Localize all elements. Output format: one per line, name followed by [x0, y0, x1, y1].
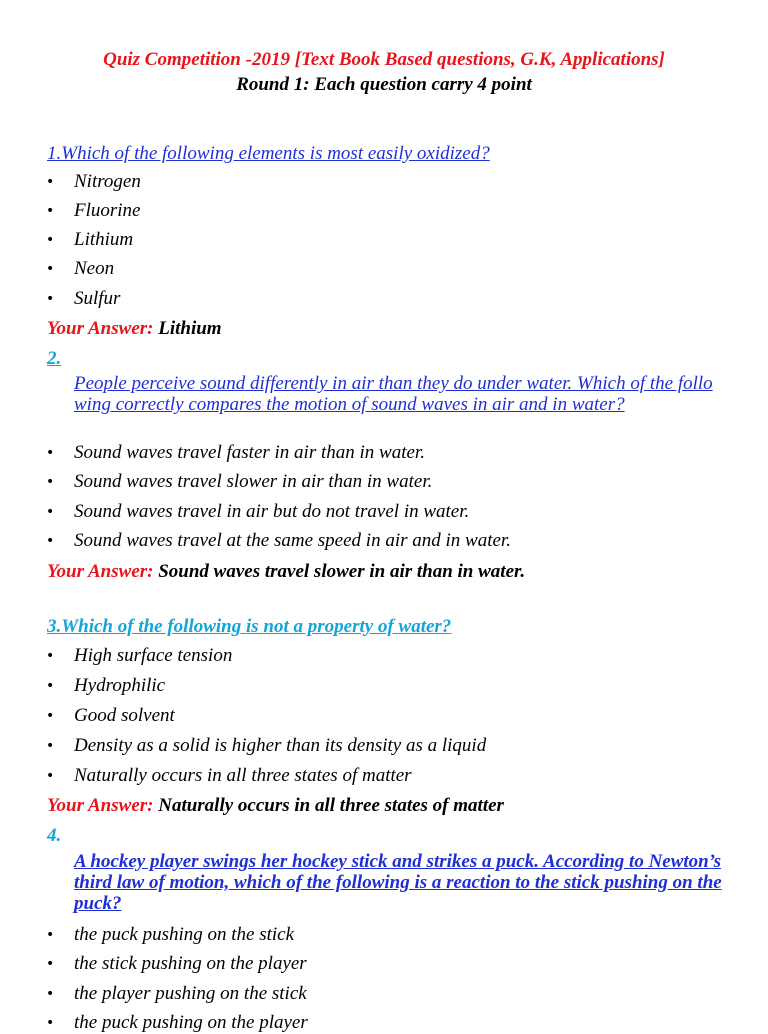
- round-subtitle: Round 1: Each question carry 4 point: [236, 74, 532, 95]
- bullet-icon: •: [46, 291, 55, 307]
- bullet-icon: •: [46, 174, 55, 190]
- bullet-icon: •: [46, 708, 55, 724]
- question-3-text[interactable]: 3.Which of the following is not a property of water?: [47, 616, 452, 637]
- bullet-icon: •: [46, 445, 55, 461]
- bullet-icon: •: [46, 768, 55, 784]
- answer-value: Naturally occurs in all three states of matter: [158, 795, 504, 816]
- question-2-text[interactable]: People perceive sound differently in air than they do under water. Which of the following correctly compares the motion of sound waves in air and in water?: [74, 373, 713, 415]
- answer-label: Your Answer:: [47, 318, 154, 339]
- bullet-icon: •: [46, 986, 55, 1002]
- question-2-number: 2.: [47, 348, 62, 369]
- bullet-icon: •: [46, 648, 55, 664]
- bullet-icon: •: [46, 474, 55, 490]
- bullet-icon: •: [46, 956, 55, 972]
- bullet-icon: •: [46, 504, 55, 520]
- question-4-text[interactable]: A hockey player swings her hockey stick and strikes a puck. According to Newton’s third law of motion, which of the following is a reaction to the stick pushing on the puck?: [74, 851, 722, 914]
- bullet-icon: •: [46, 738, 55, 754]
- quiz-document-page: Quiz Competition -2019 [Text Book Based questions, G.K, Applications] Round 1: Each question carry 4 point 1.Which of the following elements is most easily oxidized? • Nitrogen • Fluorine • Lithium • Neon • Sulfur Your Answer: Lithium 2. People perceive sound differently in air than they do under water. Which of the following correctly compares the motion of sound waves in air and in water? • Sound waves travel faster in air than in water. • Sound waves travel slower in air than in water. • Sound waves travel in air but do not travel in water. • Sound waves travel at the same speed in air and in water. Your Answer: Sound waves travel slower in air than in water. 3.Which of the following is not a property of water? • High surface tension • Hydrophilic • Good solvent • Density as a solid is higher than its density as a liquid • Naturally occurs in all three states of matter Your Answer: Naturally occurs in all three states of matter 4. A hockey player swings her hockey stick and strikes a puck. According to Newton’s third law of motion, which of the following is a reaction to the stick pushing on the puck? • the puck pushing on the stick • the stick pushing on the player • the player pushing on the stick • the puck pushing on the player: [0, 0, 768, 1024]
- bullet-icon: •: [46, 261, 55, 277]
- bullet-icon: •: [46, 203, 55, 219]
- quiz-title: Quiz Competition -2019 [Text Book Based questions, G.K, Applications]: [103, 49, 665, 70]
- bullet-icon: •: [46, 927, 55, 943]
- bullet-icon: •: [46, 1015, 55, 1031]
- question-1-answer: [47, 318, 222, 340]
- answer-value: Lithium: [158, 318, 222, 339]
- question-1-text[interactable]: 1.Which of the following elements is most easily oxidized?: [47, 143, 490, 164]
- answer-label: Your Answer:: [47, 795, 154, 816]
- answer-label: Your Answer:: [47, 561, 154, 579]
- question-4-number: 4.: [47, 825, 62, 846]
- bullet-icon: •: [46, 678, 55, 694]
- bullet-icon: •: [46, 533, 55, 549]
- bullet-icon: •: [46, 232, 55, 248]
- question-3-answer: [47, 795, 504, 817]
- answer-value: Sound waves travel slower in air than in water.: [158, 561, 526, 579]
- question-2-answer: [47, 561, 525, 579]
